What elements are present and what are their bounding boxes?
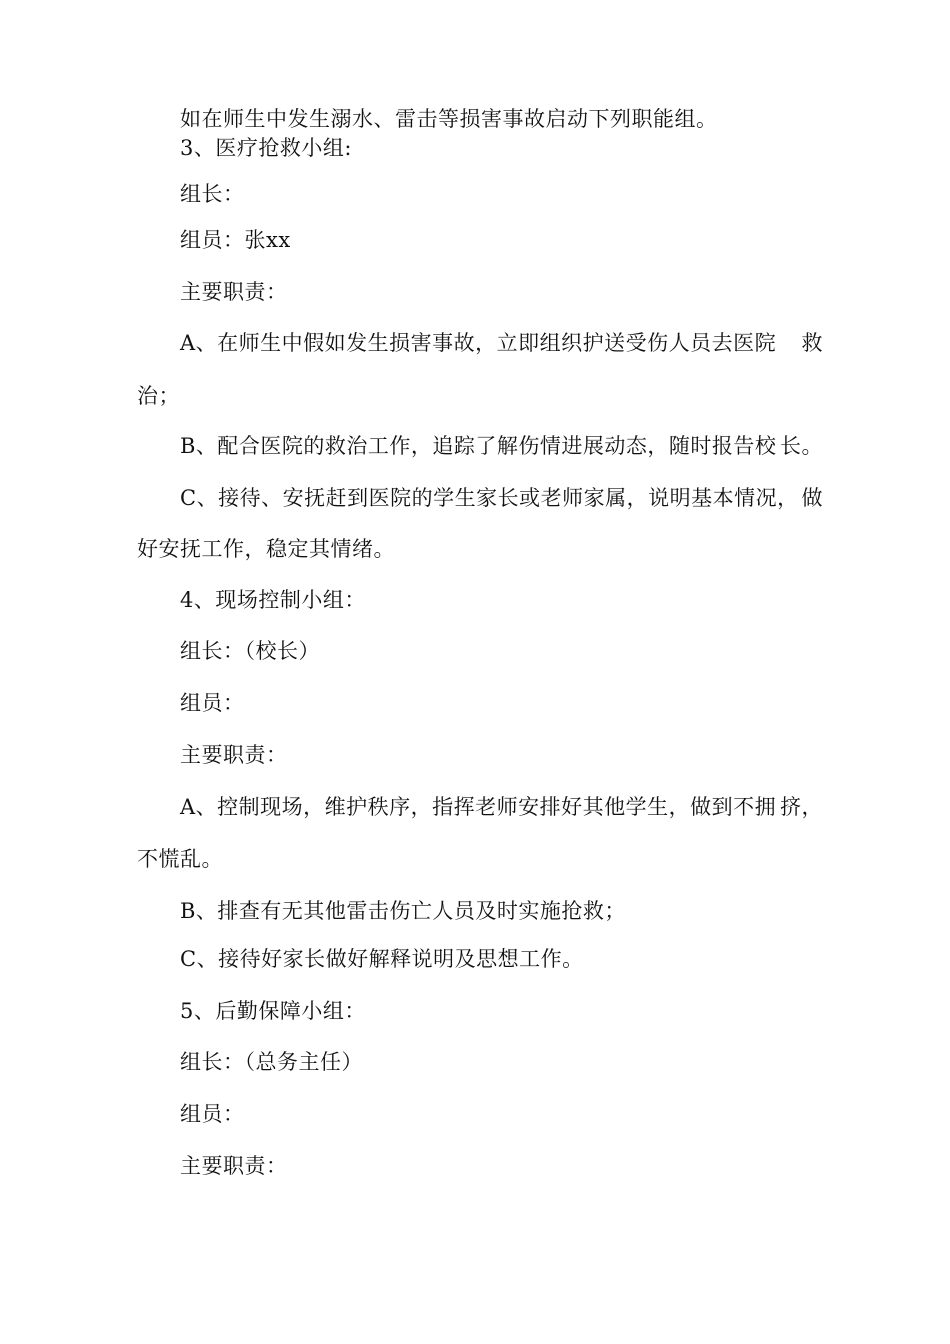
duty-a-text: A、控制现场，维护秩序，指挥老师安排好其他学生，做到不拥: [180, 795, 777, 819]
duty-a-continuation: 治；: [137, 384, 180, 408]
duty-b-line: B、排查有无其他雷击伤亡人员及时实施抢救；: [180, 899, 626, 923]
section-heading-site-control: 4、现场控制小组：: [180, 588, 366, 612]
duties-heading: 主要职责：: [180, 743, 288, 767]
intro-line: 如在师生中发生溺水、雷击等损害事故启动下列职能组。: [180, 107, 718, 131]
duty-c-text: C、接待、安抚赶到医院的学生家长或老师家属，说明基本情况，: [180, 486, 799, 510]
duty-a-end: 救: [801, 331, 823, 355]
duty-c-line: C、接待好家长做好解释说明及思想工作。: [180, 947, 584, 971]
duties-heading: 主要职责：: [180, 1154, 288, 1178]
section-heading-logistics: 5、后勤保障小组：: [180, 999, 366, 1023]
leader-line: 组长：（校长）: [180, 639, 320, 663]
member-line: 组员：张xx: [180, 228, 291, 252]
member-line: 组员：: [180, 1102, 245, 1126]
duties-heading: 主要职责：: [180, 280, 288, 304]
duty-c-end: 做: [801, 486, 823, 510]
duty-c-line: [180, 485, 823, 511]
duty-b-line: [180, 433, 823, 459]
duty-a-line: [180, 794, 823, 820]
duty-b-end: 长。: [780, 434, 823, 458]
duty-a-end: 挤，: [780, 795, 823, 819]
duty-a-continuation: 不慌乱。: [137, 847, 223, 871]
duty-a-line: [180, 330, 823, 356]
member-line: 组员：: [180, 691, 245, 715]
duty-c-continuation: 好安抚工作，稳定其情绪。: [137, 537, 395, 561]
leader-line: 组长：: [180, 182, 245, 206]
leader-line: 组长：（总务主任）: [180, 1050, 363, 1074]
section-heading-medical: 3、医疗抢救小组:: [180, 136, 352, 160]
duty-a-text: A、在师生中假如发生损害事故，立即组织护送受伤人员去医院: [180, 331, 777, 355]
duty-b-text: B、配合医院的救治工作，追踪了解伤情进展动态，随时报告校: [180, 434, 777, 458]
